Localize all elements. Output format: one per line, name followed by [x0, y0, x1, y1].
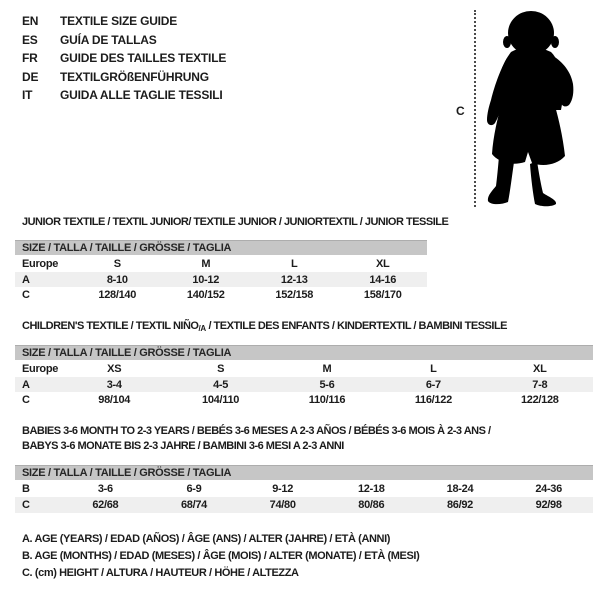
size-cell: M	[201, 257, 211, 270]
junior-section-title: JUNIOR TEXTILE / TEXTIL JUNIOR/ TEXTILE JUNIOR / JUNIORTEXTIL / JUNIOR TESSILE	[22, 216, 449, 228]
size-cell: 3-6	[97, 482, 113, 495]
junior-size-table	[15, 255, 427, 303]
size-cell: S	[217, 362, 225, 375]
size-cell: 24-36	[535, 482, 562, 495]
size-cell: 80/86	[327, 497, 416, 513]
height-measure-label: C	[456, 104, 465, 118]
guide-title: TEXTILGRÖßENFÜHRUNG	[60, 69, 209, 84]
size-cell: M	[322, 362, 332, 375]
row-label: C	[22, 394, 30, 406]
row-label: A	[15, 272, 73, 287]
children-section-title	[22, 320, 507, 333]
language-code: FR	[22, 51, 38, 66]
junior-size-header-bar: SIZE / TALLA / TAILLE / GRÖSSE / TAGLIA	[15, 240, 427, 255]
size-cell: 18-24	[446, 482, 474, 495]
language-title-list	[22, 12, 226, 105]
footnote-a: A. AGE (YEARS) / EDAD (AÑOS) / ÂGE (ANS) / ALTER (JAHRE) / ETÀ (ANNI)	[22, 533, 390, 545]
guide-title: GUIDE DES TAILLES TEXTILE	[60, 51, 227, 66]
size-cell: 122/128	[520, 394, 559, 406]
row-label: Europe	[22, 257, 59, 270]
children-title-text: / TEXTILE DES ENFANTS / KINDERTEXTIL / BAMBINI TESSILE	[205, 320, 507, 332]
children-size-table	[15, 360, 593, 408]
size-cell: 6-7	[380, 377, 486, 392]
size-cell: XL	[376, 257, 390, 270]
row-label: B	[22, 482, 30, 495]
size-cell: 68/74	[150, 497, 239, 513]
size-cell: L	[430, 362, 437, 375]
children-title-subscript: /A	[198, 324, 206, 333]
babies-size-table	[15, 480, 593, 513]
row-label: Europe	[22, 362, 59, 375]
language-code: ES	[22, 32, 38, 47]
size-cell: 5-6	[274, 377, 380, 392]
size-cell: 7-8	[487, 377, 593, 392]
guide-title: TEXTILE SIZE GUIDE	[60, 14, 178, 28]
size-cell: 116/122	[414, 394, 452, 406]
size-cell: 14-16	[339, 272, 428, 287]
footnote-c: C. (cm) HEIGHT / ALTURA / HAUTEUR / HÖHE / ALTEZZA	[22, 567, 299, 580]
size-cell: 12-18	[357, 482, 385, 495]
table-row	[15, 360, 593, 377]
language-code: DE	[22, 69, 39, 84]
size-cell: 4-5	[167, 377, 273, 392]
size-cell: XL	[533, 362, 547, 375]
size-cell: 62/68	[61, 497, 150, 513]
size-cell: 3-4	[61, 377, 167, 392]
children-title-text: CHILDREN'S TEXTILE / TEXTIL NIÑO	[22, 320, 199, 332]
children-size-header-bar: SIZE / TALLA / TAILLE / GRÖSSE / TAGLIA	[15, 345, 593, 360]
size-cell: 104/110	[202, 394, 240, 406]
size-cell: L	[291, 257, 298, 270]
babies-size-header-bar: SIZE / TALLA / TAILLE / GRÖSSE / TAGLIA	[15, 465, 593, 480]
table-row	[15, 497, 593, 513]
footnote-b: B. AGE (MONTHS) / EDAD (MESES) / ÂGE (MOIS) / ALTER (MONATE) / ETÀ (MESI)	[22, 550, 420, 563]
size-cell: 158/170	[363, 289, 402, 301]
babies-section-title	[22, 424, 491, 454]
size-cell: 128/140	[98, 289, 137, 301]
size-cell: 86/92	[416, 497, 505, 513]
language-code: IT	[22, 88, 33, 103]
table-row	[15, 287, 427, 303]
size-cell: 92/98	[504, 497, 593, 513]
row-label: C	[22, 289, 30, 301]
table-row	[15, 377, 593, 392]
table-row	[15, 392, 593, 408]
size-cell: 9-12	[272, 482, 294, 495]
size-cell: 10-12	[162, 272, 251, 287]
size-cell: XS	[107, 362, 122, 375]
babies-title-line1: BABIES 3-6 MONTH TO 2-3 YEARS / BEBÉS 3-6 MESES A 2-3 AÑOS / BÉBÉS 3-6 MOIS À 2-3 ANS /	[22, 425, 491, 437]
size-cell: 152/158	[275, 289, 314, 301]
size-cell: 12-13	[250, 272, 339, 287]
table-row	[15, 480, 593, 497]
babies-title-line2: BABYS 3-6 MONATE BIS 2-3 JAHRE / BAMBINI 3-6 MESI A 2-3 ANNI	[22, 440, 344, 452]
baby-silhouette-icon	[487, 8, 592, 208]
size-cell: 74/80	[238, 497, 327, 513]
table-row	[15, 272, 427, 287]
size-cell: 110/116	[308, 394, 346, 406]
size-cell: 6-9	[186, 482, 202, 495]
table-row	[15, 255, 427, 272]
guide-title: GUÍA DE TALLAS	[60, 32, 157, 47]
language-code: EN	[22, 14, 39, 28]
size-cell: 140/152	[186, 289, 225, 301]
row-label: C	[15, 497, 61, 513]
height-measure-dotted-line	[474, 10, 476, 207]
footnotes	[22, 531, 419, 583]
size-cell: 8-10	[73, 272, 162, 287]
guide-title: GUIDA ALLE TAGLIE TESSILI	[60, 88, 223, 103]
size-cell: 98/104	[98, 394, 131, 406]
size-cell: S	[113, 257, 121, 270]
row-label: A	[15, 377, 61, 392]
